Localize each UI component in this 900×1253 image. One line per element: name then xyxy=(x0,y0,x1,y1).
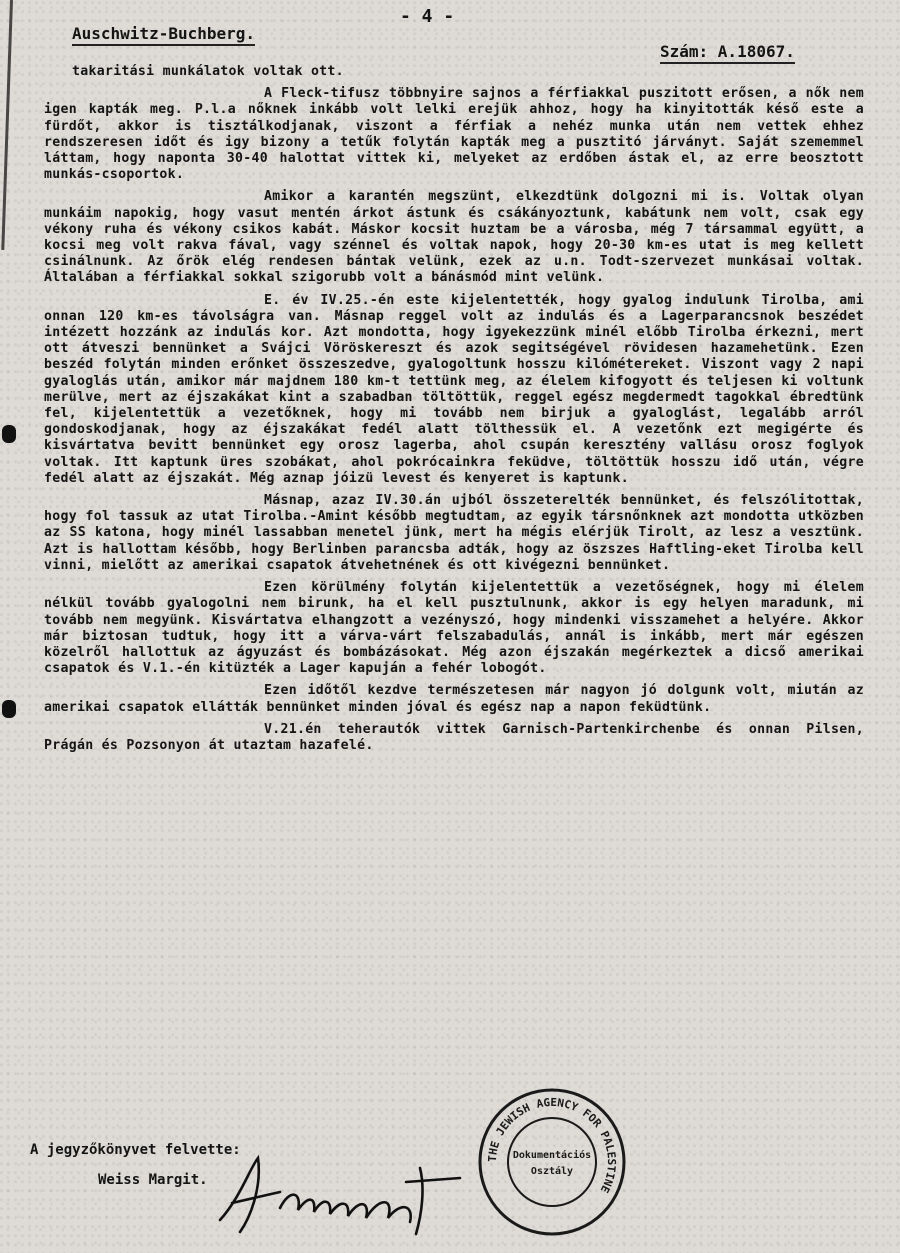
punch-hole xyxy=(2,700,16,718)
stamp-center-line-2: Osztály xyxy=(530,1166,574,1177)
paragraph: Amikor a karantén megszünt, elkezdtünk dolgozni mi is. Voltak olyan munkáim napokig, hogy vasut mentén árkot ástunk és csákányoztunk, kabátunk nem volt, csak egy vékony ruha és vékony csikos kabát. Máskor kocsit huztam be a városba, még 7 társammal együtt, a kocsi meg volt rakva fával, vagy szénnel és voltak napok, hogy 20-30 km-es utat is meg kellett csinálnunk. Az őrök elég rendesen bántak velünk, ezek az u.n. Todt-szervezet munkásai voltak. Általában a férfiakkal sokkal szigorubb volt a bánásmód mint velünk. xyxy=(44,189,864,286)
header-location: Auschwitz-Buchberg. xyxy=(72,24,255,46)
recorder-name: Weiss Margit. xyxy=(98,1172,208,1188)
paragraph: Ezen időtől kezdve természetesen már nagyon jó dolgunk volt, miután az amerikai csapatok ellátták bennünket minden jóval és egész nap a napon feküdtünk. xyxy=(44,683,864,715)
agency-stamp xyxy=(474,1086,630,1238)
paragraph: takaritási munkálatok voltak ott. xyxy=(72,64,344,79)
stamp-ring-text: THE JEWISH AGENCY FOR PALESTINE xyxy=(485,1095,619,1195)
svg-text:THE JEWISH AGENCY FOR PALESTIN xyxy=(486,1096,618,1195)
document-body xyxy=(44,64,864,754)
header-reference-number: Szám: A.18067. xyxy=(660,42,795,64)
paragraph: E. év IV.25.-én este kijelentették, hogy gyalog indulunk Tirolba, ami onnan 120 km-es távolságra van. Másnap reggel volt az indulás és a Lagerparancsnok beszédet intézett hozzánk az indulás kor. Azt mondotta, hogy igyekezzünk minél előbb Tirolba érkezni, mert ott átveszi bennünket a Svájci Vöröskereszt és azok segitségével rövidesen hazamehetünk. Ezen beszéd folytán minden erőnket összeszedve, gyalogoltunk hosszu kilómétereket. Viszont vagy 2 napi gyaloglás után, amikor már majdnem 180 km-t tettünk meg, az élelem kifogyott és teljesen ki voltunk merülve, mert az éjszakákat kint a szabadban töltöttük, reggel egész megdermedt tagokkal ébredtünk fel, kijelentettük a vezetőknek, hogy mi tovább nem birjuk a gyaloglást, legalább arról gondoskodjanak, hogy az éjszakákat fedél alatt tölthessük el. A vezetőnk ezt megigérte és kisvártatva bevitt bennünket egy orosz lagerba, ahol csupán keresztény vallásu orosz foglyok voltak. Itt kaptunk üres szobákat, ahol pokrócainkra feküdve, töltöttük hosszu idő után, végre fedél alatt az éjszakát. Még aznap jóizü levest és kenyeret is kaptunk. xyxy=(44,292,864,486)
paragraph: Másnap, azaz IV.30.án ujból összeterelték bennünket, és felszólitottak, hogy fol tassuk az utat Tirolba.-Amint később megtudtam, az egyik társnőnknek azt mondotta utközben az SS katona, hogy minél lassabban menetel jünk, mert ha mégis elérjük Tirolt, az lesz a vesztünk. Azt is hallottam később, hogy Berlinben parancsba adták, hogy az öszszes Haftling-eket Tirolba kell vinni, mielőtt az amerikai csapatok átvehetnének és ott kivégezni bennünket. xyxy=(44,493,864,573)
recorder-label: A jegyzőkönyvet felvette: xyxy=(30,1142,241,1158)
punch-hole xyxy=(2,425,16,443)
paragraph: A Fleck-tifusz többnyire sajnos a férfiakkal puszitott erősen, a nők nem igen kapták meg. P.l.a nőknek inkább volt lelki erejük ahhoz, hogy ha kinyitották késő este a fürdőt, akkor is tisztálkodjanak, viszont a férfiak a nehéz munka után nem vettek ehhez rendszeresen időt és igy bizony a tetűk folytán kapták meg a pusztitó járványt. Saját szememmel láttam, hogy naponta 30-40 halottat vittek ki, melyeket az erdőben ástak el, az erre beosztott munkás-csoportok. xyxy=(44,86,864,183)
paragraph: V.21.én teherautók vittek Garnisch-Partenkirchenbe és onnan Pilsen, Prágán és Pozsonyon át utaztam hazafelé. xyxy=(44,721,864,753)
margin-line xyxy=(1,0,13,250)
paragraph: Ezen körülmény folytán kijelentettük a vezetőségnek, hogy mi élelem nélkül tovább gyalogolni nem birunk, ha el kell pusztulnunk, akkor is egy helyen maradunk, mi tovább nem megyünk. Kisvártatva elhangzott a vezényszó, hogy mindenki visszamehet a helyére. Akkor már biztosan tudtuk, hogy itt a várva-várt felszabadulás, annál is inkább, mert már egészen közelről hallottuk az ágyuzást és bombázásokat. Még azon éjszakán megérkeztek a dicső amerikai csapatok és V.1.-én kitüzték a Lager kapuján a fehér lobogót. xyxy=(44,580,864,677)
page-number: - 4 - xyxy=(400,6,455,27)
handwritten-signature xyxy=(210,1148,480,1238)
stamp-center-line-1: Dokumentációs xyxy=(512,1150,592,1161)
